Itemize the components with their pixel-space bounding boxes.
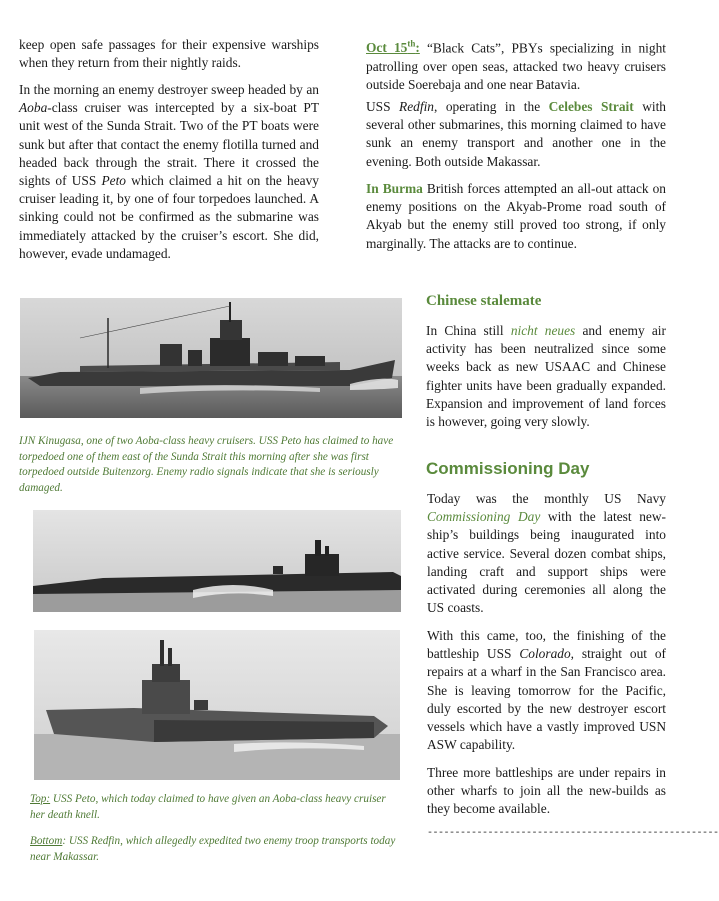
colorado-paragraph: With this came, too, the finishing of the battleship USS Colorado, straight out of repairs at a wharf in the San Francisco area. She is leaving tomorrow for the Pacific, duly escorted by the new destroyer escort vessels which have a vastly improved USN ASW capability. [427, 628, 666, 753]
oct15-date: Oct 15th: [366, 39, 420, 56]
caption-bottom-text: : USS Redfin, which allegedly expedited two enemy troop transports today near Makassar. [30, 835, 396, 863]
commissioning-day-italic: Commissioning Day [427, 509, 541, 525]
left-paragraph-1: keep open safe passages for their expensive warships when they return from their nightly raids. [19, 37, 319, 71]
celebes-strait: Celebes Strait [548, 99, 634, 114]
redfin-name: Redfin [399, 99, 435, 114]
caption-top-text: USS Peto, which today claimed to have given an Aoba-class heavy cruiser her death knell. [30, 793, 386, 821]
peto-italic: Peto [101, 173, 126, 189]
p2-text-b: -class cruiser was intercepted by a six-boat PT unit west of the Sunda Strait. Two of the PT boats were sunk but after that contact the enemy flotilla turned and headed back through the strait. There it crossed the sights of USS [19, 100, 319, 189]
burma-label: In Burma [366, 181, 423, 196]
three-battleships-paragraph: Three more battleships are under repairs in other wharfs to join all the new-builds as they become available. [427, 765, 666, 817]
aoba-italic: Aoba [19, 100, 48, 116]
left-paragraph-2 [19, 81, 319, 263]
nicht-neues: nicht neues [510, 323, 576, 338]
submarines-caption-bottom [30, 834, 410, 865]
colorado-name: Colorado [519, 646, 571, 662]
cruiser-caption: IJN Kinugasa, one of two Aoba-class heavy cruisers. USS Peto has claimed to have torpedoed one of them east of the Sunda Strait this morning after she was first torpedoed outside Buitenzorg. Enemy radio signals indicate that she is seriously damaged. [19, 435, 394, 494]
submarine-peto-photo [33, 510, 401, 612]
oct15-paragraph [366, 35, 666, 94]
commissioning-day-heading: Commissioning Day [426, 459, 590, 478]
caption-top-label: Top: [30, 793, 51, 805]
p2-text-c: which claimed a hit on the heavy cruiser leading it, by one of four torpedoes launched. A sinking could not be confirmed as the submarine was immediately attacked by the cruiser’s escort. She did, however, evade undamaged. [19, 173, 319, 261]
redfin-paragraph: USS Redfin, operating in the Celebes Strait with several other submarines, this morning claimed to have sunk an enemy transport and another one in the evening. Both outside Makassar. [366, 99, 667, 169]
chinese-stalemate-heading: Chinese stalemate [426, 293, 542, 309]
china-paragraph: In China still nicht neues and enemy air activity has been neutralized since some weeks back as new USAAC and Chinese fighter units have been gradually expanded. Expansion and improvement of land forces is however, going very slowly. [426, 323, 666, 430]
commissioning-paragraph: Today was the monthly US Navy Commissioning Day with the latest new-ship’s buildings being inaugurated into active service. Several dozen combat ships, landing craft and support ships were activated during ceremonies all along the US coasts. [427, 491, 666, 616]
p2-text-a: In the morning an enemy destroyer sweep headed by an [19, 82, 319, 97]
caption-bottom-label: Bottom [30, 835, 63, 847]
burma-paragraph: In Burma British forces attempted an all-out attack on enemy positions on the Akyab-Prome road south of Akyab but the enemy still proved too strong, if only marginally. The attacks are to continue. [366, 181, 666, 251]
submarine-redfin-photo [34, 630, 400, 780]
cruiser-photo [20, 298, 402, 418]
oct15-text: “Black Cats”, PBYs specializing in night patrolling over open seas, attacked two heavy cruisers outside Soerebaja and one near Batavia. [366, 40, 667, 92]
divider-rule: ----------------------------------------------------- [427, 828, 719, 839]
submarines-caption-top [30, 792, 402, 823]
